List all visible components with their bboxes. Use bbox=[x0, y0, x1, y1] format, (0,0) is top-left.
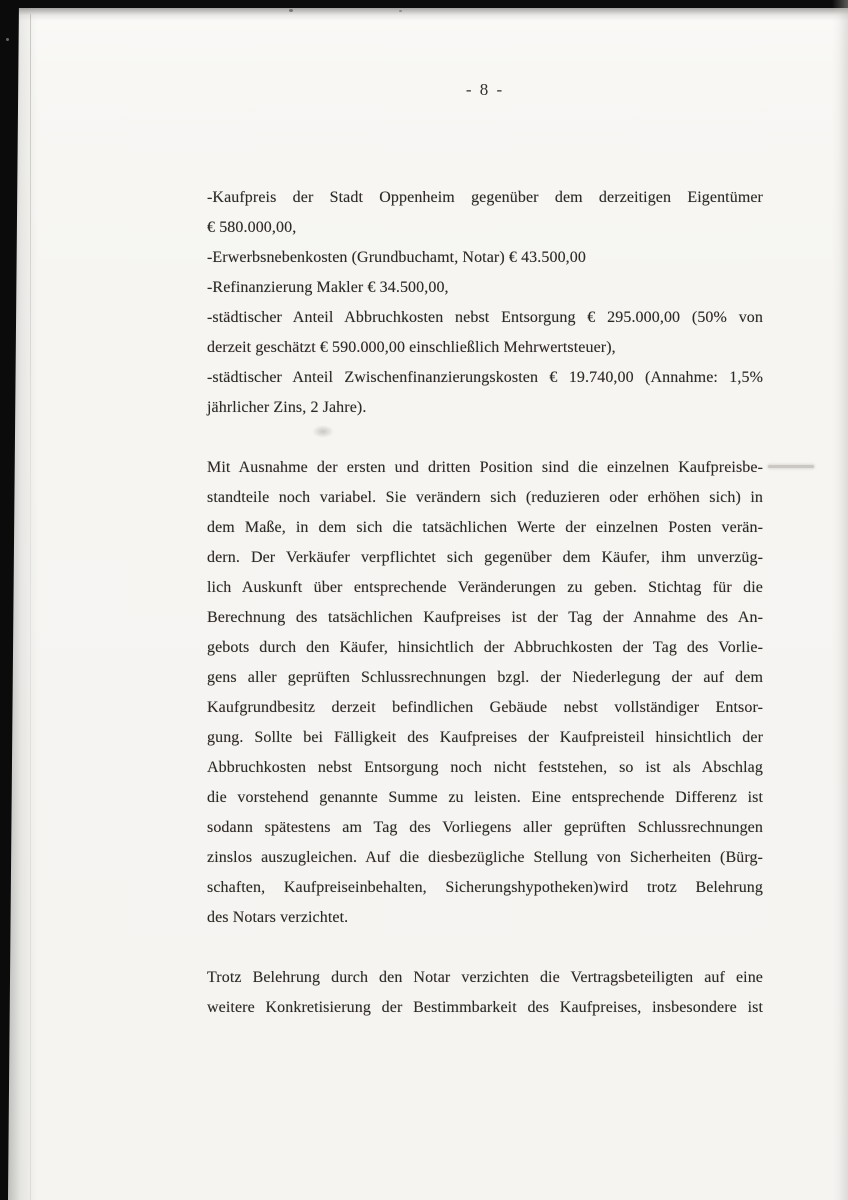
text-line: schaften, Kaufpreiseinbehalten, Sicherungshypotheken)wird trotz Belehrung bbox=[207, 879, 763, 896]
cost-breakdown-list bbox=[207, 183, 763, 423]
paragraph-price-variability bbox=[207, 453, 763, 933]
paper-edge bbox=[30, 14, 31, 1200]
text-line: jährlicher Zins, 2 Jahre). bbox=[207, 399, 367, 416]
text-line: Kaufgrundbesitz derzeit befindlichen Gebäude nebst vollständiger Entsor- bbox=[207, 699, 763, 716]
text-line: gung. Sollte bei Fälligkeit des Kaufpreises der Kaufpreisteil hinsichtlich der bbox=[207, 729, 763, 746]
text-line: -Refinanzierung Makler € 34.500,00, bbox=[207, 279, 449, 296]
text-line: lich Auskunft über entsprechende Veränderungen zu geben. Stichtag für die bbox=[207, 579, 763, 596]
text-line: weitere Konkretisierung der Bestimmbarkeit des Kaufpreises, insbesondere ist bbox=[207, 999, 763, 1016]
text-line: Abbruchkosten nebst Entsorgung noch nicht feststehen, so ist als Abschlag bbox=[207, 759, 763, 776]
text-line: -städtischer Anteil Abbruchkosten nebst Entsorgung € 295.000,00 (50% von bbox=[207, 309, 763, 326]
text-line: standteile noch variabel. Sie verändern sich (reduzieren oder erhöhen sich) in bbox=[207, 489, 763, 506]
text-line: zinslos auszugleichen. Auf die diesbezügliche Stellung von Sicherheiten (Bürg- bbox=[207, 849, 763, 866]
text-line: -Erwerbsnebenkosten (Grundbuchamt, Notar) € 43.500,00 bbox=[207, 249, 586, 266]
scan-smudge bbox=[768, 465, 814, 468]
text-line: dern. Der Verkäufer verpflichtet sich gegenüber dem Käufer, ihm unverzüg- bbox=[207, 549, 763, 566]
scanner-shadow-right bbox=[832, 0, 848, 1200]
text-line: dem Maße, in dem sich die tatsächlichen Werte der einzelnen Posten verän- bbox=[207, 519, 763, 536]
text-line: Trotz Belehrung durch den Notar verzichten die Vertragsbeteiligten auf eine bbox=[207, 969, 763, 986]
text-line: sodann spätestens am Tag des Vorliegens aller geprüften Schlussrechnungen bbox=[207, 819, 763, 836]
page-number: - 8 - bbox=[465, 80, 505, 99]
paragraph-notary-waiver bbox=[207, 963, 763, 1023]
text-line: derzeit geschätzt € 590.000,00 einschließlich Mehrwertsteuer), bbox=[207, 339, 616, 356]
text-line: Berechnung des tatsächlichen Kaufpreises ist der Tag der Annahme des An- bbox=[207, 609, 763, 626]
text-line: gens aller geprüften Schlussrechnungen bzgl. der Niederlegung der auf dem bbox=[207, 669, 763, 686]
page-content bbox=[207, 0, 763, 1200]
text-line: die vorstehend genannte Summe zu leisten. Eine entsprechende Differenz ist bbox=[207, 789, 763, 806]
text-line: gebots durch den Käufer, hinsichtlich der Abbruchkosten der Tag des Vorlie- bbox=[207, 639, 763, 656]
text-line: Mit Ausnahme der ersten und dritten Position sind die einzelnen Kaufpreisbe- bbox=[207, 459, 763, 476]
text-line: -Kaufpreis der Stadt Oppenheim gegenüber dem derzeitigen Eigentümer bbox=[207, 189, 763, 206]
text-line: € 580.000,00, bbox=[207, 219, 297, 236]
text-line: -städtischer Anteil Zwischenfinanzierungskosten € 19.740,00 (Annahme: 1,5% bbox=[207, 369, 763, 386]
text-line: des Notars verzichtet. bbox=[207, 909, 349, 926]
